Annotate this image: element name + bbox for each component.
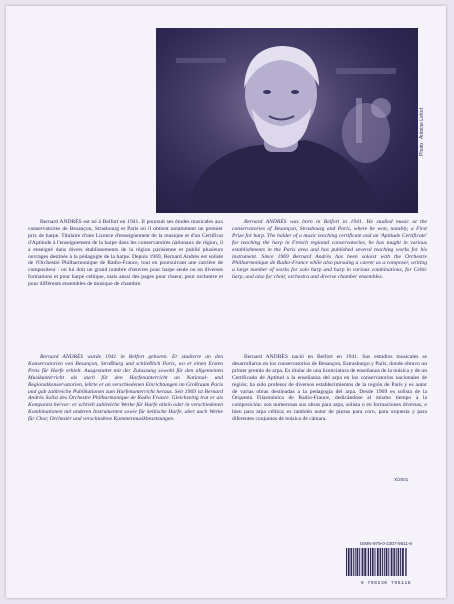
ismn-number: ISMN-979-0-2307-9611-8 <box>359 541 412 546</box>
barcode-bar <box>359 548 360 576</box>
biography-english-text: Bernard ANDRÈS was born in Belfort in 1941. He studied music at the conservatories of Besançon, Strasbourg and Paris, where he won, notably, a First Prize for harp. The holder of a music teaching certificate and an 'Aptitude Certificate' for teaching the harp in French regional conservatories, he has taught in various establishments in the Paris area and has published several teaching works for his instrument. Since 1969 Bernard Andrès has been soloist with the Orchestre Philharmonique de Radio-France while also pursuing a career as a composer, writing a large number of works for solo harp and harp in various combinations, for Celtic harp, and also for choir, orchestra and diverse chamber ensembles. <box>232 219 427 281</box>
barcode-bar <box>375 548 376 576</box>
barcode-bar <box>355 548 356 576</box>
biography-german <box>28 354 223 423</box>
biography-french <box>28 219 223 288</box>
barcode-bar <box>393 548 395 576</box>
barcode-bar <box>398 548 400 576</box>
barcode-bar <box>372 548 374 576</box>
barcode-bar <box>377 548 379 576</box>
biography-spanish-text: Bernard ANDRÈS nació en Belfort en 1941. Sus estudios musicales se desarrollaron en los conservatorios de Besançon, Estrasburgo y París, donde obtuvo un primer premio de arpa. Es titular de una licenciatura de enseñanza de la música y de un Certificado de Aptitud a la enseñanza del arpa en los conservatorios nacionales de región; ha sido profesor de diversos establecimientos de la región de París y es autor de varias obras destinadas a la pedagogía del arpa. Desde 1969 es solista de la Orquesta Filarmónica de Radio-France, dedicándose al mismo tiempo a la composición: son numerosas sus obras para arpa, solista o en formaciones diversas, o bien para arpa céltica; es también autor de piezas para coro, para orquesta y para diferentes conjuntos de música de cámara. <box>232 354 427 423</box>
barcode-bar <box>382 548 383 576</box>
barcode-bar <box>396 548 397 576</box>
barcode-bar <box>368 548 369 576</box>
back-cover-page <box>6 6 446 598</box>
barcode-bar <box>391 548 393 576</box>
barcode-bar <box>362 548 364 576</box>
composer-photo <box>156 28 418 213</box>
biography-english <box>232 219 427 281</box>
barcode-bar <box>384 548 385 576</box>
barcode-bar <box>351 548 353 576</box>
edition-code: X/2001 <box>394 477 409 482</box>
barcode-bar <box>388 548 389 576</box>
biography-spanish <box>232 354 427 423</box>
barcode-bar <box>402 548 404 576</box>
barcode-bars <box>344 548 428 576</box>
barcode-bar <box>380 548 382 576</box>
barcode-bar <box>364 548 366 576</box>
barcode-bar <box>370 548 371 576</box>
barcode-number: 9 790230 796118 <box>360 581 412 586</box>
biography-german-text: Bernard ANDRÈS wurde 1941 in Belfort geboren. Er studierte an den Konservatorien von Besançon, Straßburg und schließlich Paris, wo er einen Ersten Preis für Harfe erhielt. Ausgestattet mit der Zulassung sowohl für den allgemeinen Musikunterricht als auch für den Harfenunterricht an National- und Regionalkonservatorien, lehrte er an verschiedenen Einrichtungen im Großraum Paris und gab zahlreiche Publikationen zum Harfenunterricht heraus. Seit 1969 ist Bernard Andrès Solist des Orchestre Philharmonique de Radio France. Gleichzeitig trat er als Komponist hervor: er schrieb zahlreiche Werke für Harfe allein oder in verschiedenen Kombinationen mit anderen Instrumenten sowie für keltische Harfe, aber auch Werke für Chor, Orchester und verschiedene Kammermusikbesetzungen. <box>28 354 223 423</box>
barcode-bar <box>386 548 388 576</box>
biography-french-text: Bernard ANDRÈS est né à Belfort en 1941. Il poursuit ses études musicales aux conservatoires de Besançon, Strasbourg et Paris où il obtient notamment un premier prix de harpe. Titulaire d'une Licence d'enseignement de la musique et d'un Certificat d'Aptitude à l'enseignement de la harpe dans les conservatoires nationaux de région, il a enseigné dans divers établissements de la région parisienne et publié plusieurs ouvrages destinés à la pédagogie de la harpe. Depuis 1969, Bernard Andrès est soliste de l'Orchestre Philharmonique de Radio-France, tout en poursuivant une carrière de compositeur : on lui doit un grand nombre d'œuvres pour harpe seule ou en diverses formations et pour harpe celtique, mais aussi des pages pour chœur, pour orchestre et pour différents ensembles de musique de chambre. <box>28 219 223 288</box>
composer-portrait-illustration <box>156 28 418 213</box>
barcode-bar <box>348 548 350 576</box>
barcode-bar <box>357 548 359 576</box>
photo-credit: Photo : Antoine Lefort <box>419 107 425 156</box>
barcode-bar <box>400 548 401 576</box>
barcode-block <box>344 541 428 586</box>
barcode-bar <box>346 548 347 576</box>
barcode-bar <box>405 548 406 576</box>
barcode-bar <box>353 548 354 576</box>
